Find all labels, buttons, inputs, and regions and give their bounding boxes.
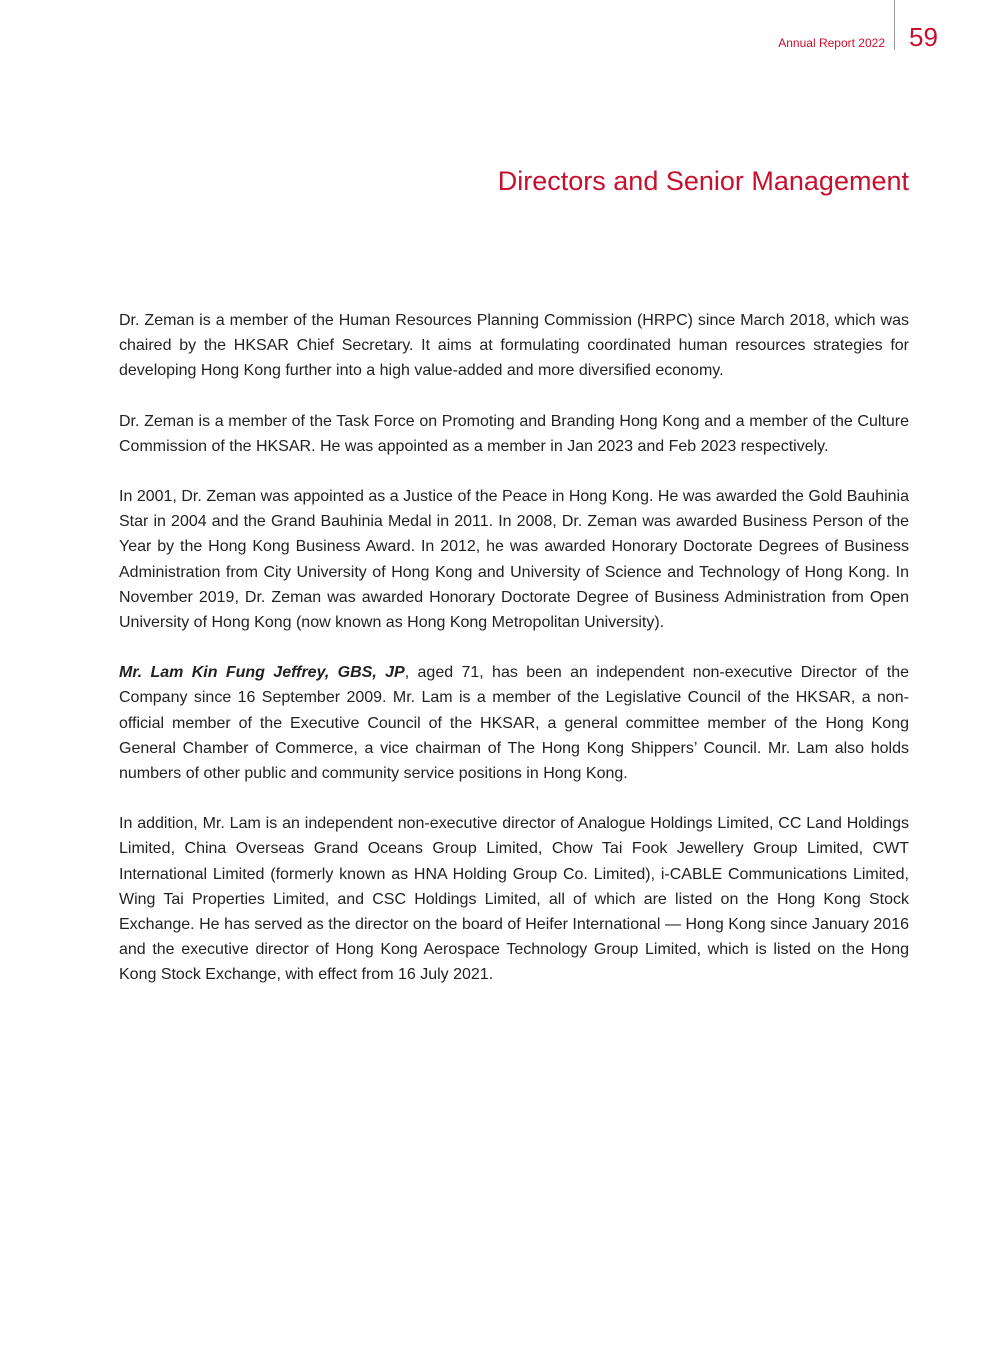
paragraph-hrpc: Dr. Zeman is a member of the Human Resources Planning Commission (HRPC) since March 2018, which was chaired by the HKSAR Chief Secretary. It aims at formulating coordinated human resources strategies for developing Hong Kong further into a high value-added and more diversified economy.	[119, 312, 909, 380]
page-header	[0, 0, 1006, 60]
section-title: Directors and Senior Management	[497, 166, 909, 196]
report-label: Annual Report 2022	[778, 36, 885, 50]
body-text	[119, 308, 909, 1013]
paragraph-task-force: Dr. Zeman is a member of the Task Force on Promoting and Branding Hong Kong and a member of the Culture Commission of the HKSAR. He was appointed as a member in Jan 2023 and Feb 2023 respectively.	[119, 412, 909, 455]
paragraph-awards: In 2001, Dr. Zeman was appointed as a Justice of the Peace in Hong Kong. He was awarded the Gold Bauhinia Star in 2004 and the Grand Bauhinia Medal in 2011. In 2008, Dr. Zeman was awarded Business Person of the Year by the Hong Kong Business Award. In 2012, he was awarded Honorary Doctorate Degrees of Business Administration from City University of Hong Kong and University of Science and Technology of Hong Kong. In November 2019, Dr. Zeman was awarded Honorary Doctorate Degree of Business Administration from Open University of Hong Kong (now known as Hong Kong Metropolitan University).	[119, 488, 909, 632]
director-bio: , aged 71, has been an independent non-executive Director of the Company since 16 September 2009. Mr. Lam is a member of the Legislative Council of the HKSAR, a non-official member of the Executive Council of the HKSAR, a general committee member of the Hong Kong General Chamber of Commerce, a vice chairman of The Hong Kong Shippers’ Council. Mr. Lam also holds numbers of other public and community service positions in Hong Kong.	[119, 664, 909, 783]
director-name: Mr. Lam Kin Fung Jeffrey, GBS, JP	[119, 664, 405, 682]
paragraph-lam-intro	[119, 660, 909, 786]
paragraph-lam-directorships: In addition, Mr. Lam is an independent non-executive director of Analogue Holdings Limited, CC Land Holdings Limited, China Overseas Grand Oceans Group Limited, Chow Tai Fook Jewellery Group Limited, CWT International Limited (formerly known as HNA Holding Group Co. Limited), i-CABLE Communications Limited, Wing Tai Properties Limited, and CSC Holdings Limited, all of which are listed on the Hong Kong Stock Exchange. He has served as the director on the board of Heifer International — Hong Kong since January 2016 and the executive director of Hong Kong Aerospace Technology Group Limited, which is listed on the Hong Kong Stock Exchange, with effect from 16 July 2021.	[119, 815, 909, 984]
page-number: 59	[909, 22, 938, 52]
header-divider	[894, 0, 895, 50]
